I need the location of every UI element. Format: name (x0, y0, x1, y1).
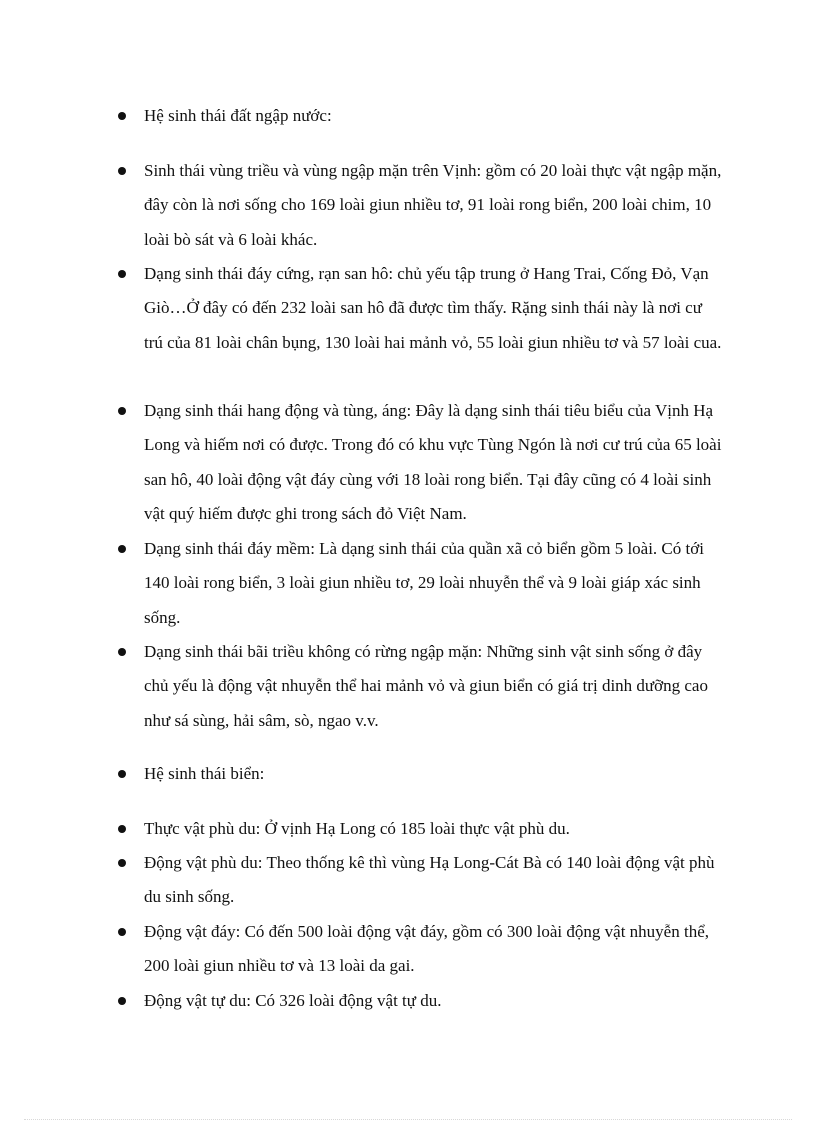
list-item-nekton: Động vật tự du: Có 326 loài động vật tự du. (144, 991, 442, 1010)
bullet-icon (118, 859, 126, 867)
bullet-icon (118, 407, 126, 415)
bullet-icon (118, 928, 126, 936)
bullet-icon (118, 167, 126, 175)
bullet-icon (118, 825, 126, 833)
list-item-zooplankton: Động vật phù du: Theo thống kê thì vùng Hạ Long-Cát Bà có 140 loài động vật phù du sinh sống. (144, 853, 715, 907)
section-heading-wetland: Hệ sinh thái đất ngập nước: (144, 106, 332, 125)
list-item-hard-bottom-coral: Dạng sinh thái đáy cứng, rạn san hô: chủ yếu tập trung ở Hang Trai, Cống Đỏ, Vạn Giò…Ở đây có đến 232 loài san hô đã được tìm thấy. Rặng sinh thái này là nơi cư trú của 81 loài chân bụng, 130 loài hai mảnh vỏ, 55 loài giun nhiều tơ và 57 loài cua. (144, 264, 722, 352)
bullet-icon (118, 648, 126, 656)
section-heading-marine: Hệ sinh thái biển: (144, 764, 265, 783)
bullet-icon (118, 545, 126, 553)
bullet-icon (118, 112, 126, 120)
bullet-icon (118, 997, 126, 1005)
list-item-phytoplankton: Thực vật phù du: Ở vịnh Hạ Long có 185 loài thực vật phù du. (144, 819, 570, 838)
list-item-soft-bottom: Dạng sinh thái đáy mềm: Là dạng sinh thái của quần xã cỏ biển gồm 5 loài. Có tới 140 loài rong biển, 3 loài giun nhiều tơ, 29 loài nhuyễn thể và 9 loài giáp xác sinh sống. (144, 539, 704, 627)
list-item-cave-lagoon: Dạng sinh thái hang động và tùng, áng: Đây là dạng sinh thái tiêu biểu của Vịnh Hạ Long và hiếm nơi có được. Trong đó có khu vực Tùng Ngón là nơi cư trú của 65 loài san hô, 40 loài động vật đáy cùng với 18 loài rong biển. Tại đây cũng có 4 loài sinh vật quý hiếm được ghi trong sách đỏ Việt Nam. (144, 401, 722, 524)
bullet-icon (118, 770, 126, 778)
list-item-tidal-mangrove: Sinh thái vùng triều và vùng ngập mặn trên Vịnh: gồm có 20 loài thực vật ngập mặn, đây còn là nơi sống cho 169 loài giun nhiều tơ, 91 loài rong biển, 200 loài chim, 10 loài bò sát và 6 loài khác. (144, 161, 722, 249)
list-item-benthic-animals: Động vật đáy: Có đến 500 loài động vật đáy, gồm có 300 loài động vật nhuyễn thể, 200 loài giun nhiều tơ và 13 loài da gai. (144, 922, 709, 976)
bullet-icon (118, 270, 126, 278)
list-item-tidal-flat: Dạng sinh thái bãi triều không có rừng ngập mặn: Những sinh vật sinh sống ở đây chủ yếu là động vật nhuyễn thể hai mảnh vỏ và giun biển có giá trị dinh dưỡng cao như sá sùng, hải sâm, sò, ngao v.v. (144, 642, 708, 730)
page-bottom-divider (24, 1119, 792, 1120)
